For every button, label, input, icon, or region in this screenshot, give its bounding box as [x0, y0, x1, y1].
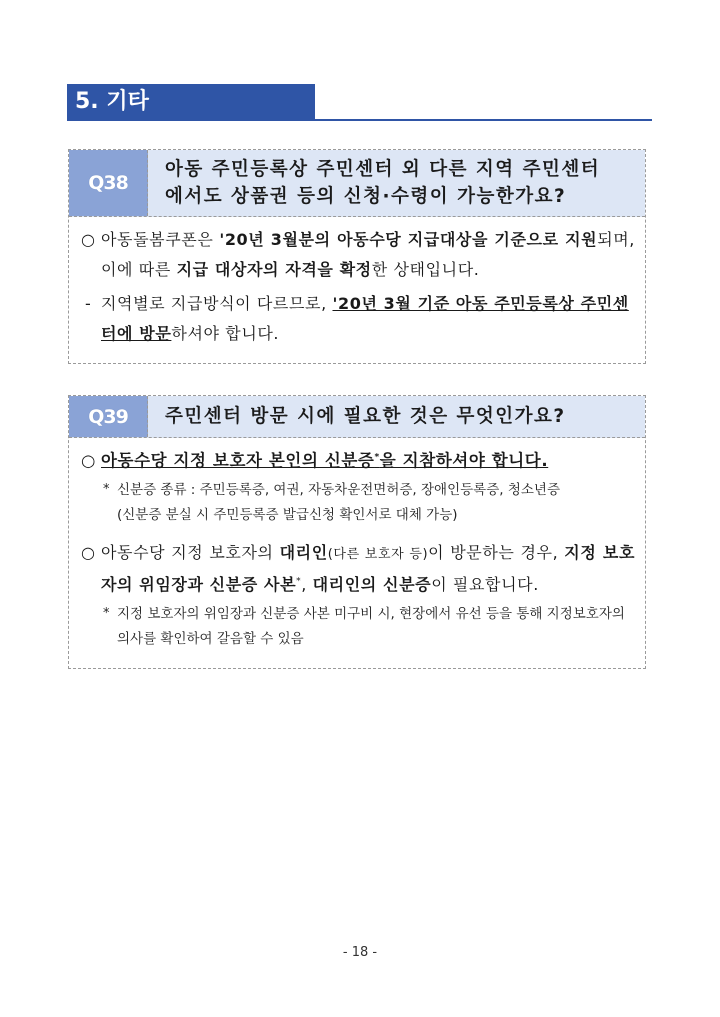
- question-row-q38: [69, 150, 645, 217]
- emphasis-part: 아동수당 지정 보호자 본인의 신분증: [101, 451, 375, 470]
- question-text-q39: [165, 396, 645, 437]
- asterisk-icon: *: [103, 606, 110, 621]
- answer-text: 되며, 이에 따른: [101, 230, 635, 279]
- answer-bullet: [79, 225, 635, 285]
- answer-emphasis: 대리인: [279, 543, 328, 562]
- section-header: [67, 84, 315, 119]
- circle-bullet-icon: ○: [81, 543, 96, 562]
- answer-text: 한 상태입니다.: [371, 260, 480, 279]
- answer-q38: [69, 217, 645, 363]
- answer-bullet: [79, 538, 635, 600]
- answer-text: 아동돌봄쿠폰은: [101, 230, 220, 249]
- question-row-q39: [69, 396, 645, 438]
- footnote-text: 지정 보호자의 위임장과 신분증 사본 미구비 시, 현장에서 유선 등을 통해 지정보호자의 의사를 확인하여 갈음할 수 있음: [117, 606, 625, 647]
- emphasis-part: 을 지참하셔야 합니다.: [379, 451, 549, 470]
- answer-text: 지역별로 지급방식이 다르므로,: [101, 294, 333, 313]
- section-title: 5. 기타: [75, 89, 149, 114]
- question-line: 주민센터 방문 시에 필요한 것은 무엇인가요?: [165, 406, 566, 427]
- question-line: 아동 주민등록상 주민센터 외 다른 지역 주민센터: [165, 159, 601, 180]
- circle-bullet-icon: ○: [81, 230, 96, 249]
- answer-text: (다른 보호자 등): [327, 547, 429, 562]
- circle-bullet-icon: ○: [81, 451, 96, 470]
- question-number: Q39: [88, 405, 128, 428]
- question-badge-q39: [69, 396, 148, 437]
- answer-bullet: [79, 446, 635, 476]
- qa-box-q39: [68, 395, 646, 669]
- question-text-q38: [165, 150, 645, 216]
- question-badge-q38: [69, 150, 148, 216]
- answer-subitem: [79, 289, 635, 349]
- answer-text: 이 필요합니다.: [431, 575, 539, 594]
- answer-emphasis: 지급 대상자의 자격을 확정: [176, 260, 372, 279]
- answer-text: 하셔야 합니다.: [171, 324, 280, 343]
- footnote-line: 신분증 종류 : 주민등록증, 여권, 자동차운전면허증, 장애인등록증, 청소년증: [117, 482, 560, 498]
- footnote: [79, 478, 635, 528]
- answer-emphasis: 대리인의 신분증: [312, 575, 432, 594]
- answer-emphasis: [101, 451, 548, 470]
- answer-text: 아동수당 지정 보호자의: [101, 543, 280, 562]
- dash-bullet-icon: -: [85, 294, 92, 313]
- footnote: [79, 602, 635, 652]
- footnote-mark: *: [296, 576, 302, 587]
- section-divider: [67, 119, 652, 121]
- asterisk-icon: *: [103, 482, 110, 497]
- answer-emphasis: 지정 보호자의 위임장과 신분증 사본: [101, 543, 635, 594]
- page-number: - 18 -: [342, 945, 378, 960]
- question-line: 에서도 상품권 등의 신청·수령이 가능한가요?: [165, 186, 567, 207]
- footnote-mark: *: [374, 452, 380, 463]
- answer-text: ,: [301, 575, 313, 594]
- answer-emphasis: '20년 3월 기준 아동 주민등록상 주민센터에 방문: [101, 294, 629, 343]
- answer-q39: [69, 438, 645, 668]
- answer-emphasis: '20년 3월분의 아동수당 지급대상을 기준으로 지원: [219, 230, 598, 249]
- footnote-line: (신분증 분실 시 주민등록증 발급신청 확인서로 대체 가능): [117, 507, 458, 523]
- qa-box-q38: [68, 149, 646, 364]
- answer-text: 이 방문하는 경우,: [428, 543, 565, 562]
- question-number: Q38: [88, 172, 128, 194]
